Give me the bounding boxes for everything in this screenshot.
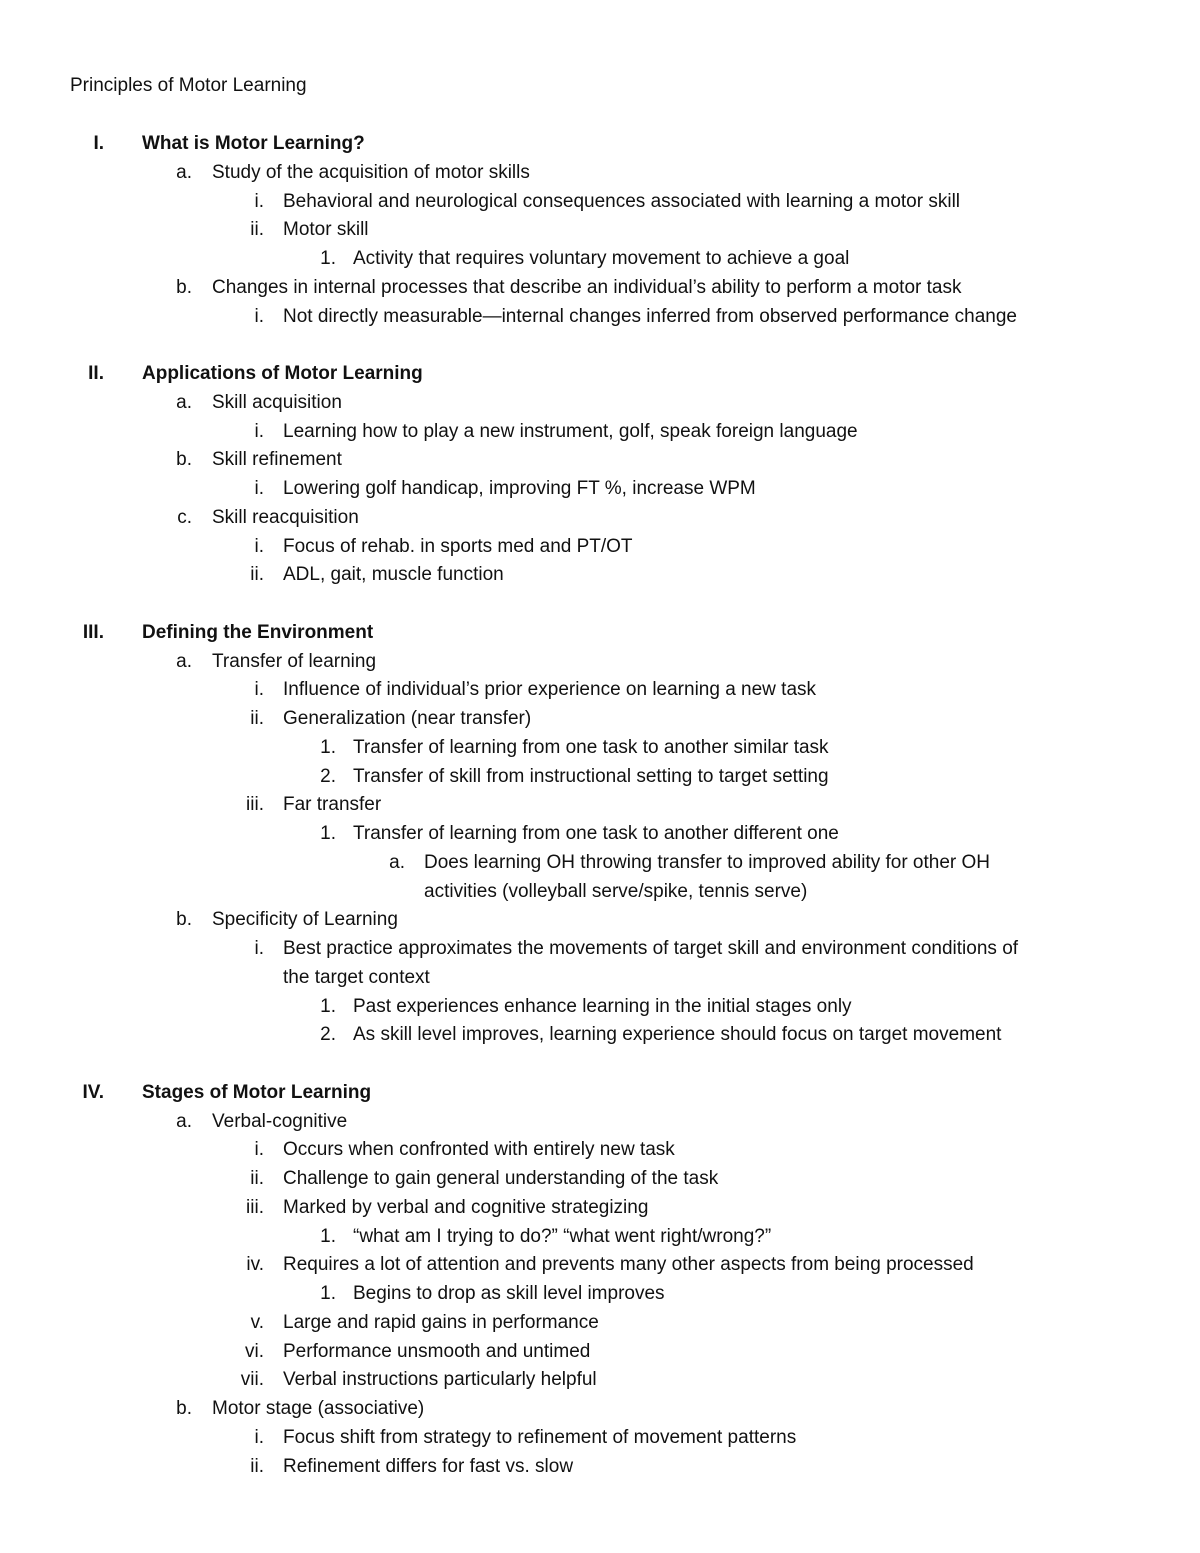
outline-text: Verbal instructions particularly helpful xyxy=(283,1369,597,1391)
outline-marker: 1. xyxy=(320,1225,336,1247)
outline-marker: vii. xyxy=(240,1369,264,1391)
outline-marker: b. xyxy=(176,449,192,471)
outline-marker: IV. xyxy=(82,1081,104,1103)
outline-text: Generalization (near transfer) xyxy=(283,708,532,729)
outline-marker: i. xyxy=(254,1139,264,1161)
section-heading: Defining the Environment xyxy=(142,621,374,643)
outline-marker: ii. xyxy=(250,1168,264,1189)
outline-marker: i. xyxy=(254,1426,264,1448)
outline-text: Focus of rehab. in sports med and PT/OT xyxy=(283,535,633,557)
outline-text: As skill level improves, learning experience should focus on target movement xyxy=(353,1024,1002,1046)
outline-text: Transfer of learning from one task to another similar task xyxy=(353,736,829,758)
outline-marker: iv. xyxy=(246,1254,264,1276)
outline-marker: c. xyxy=(177,506,192,528)
outline-marker: ii. xyxy=(250,219,264,241)
outline-text: Specificity of Learning xyxy=(212,909,398,931)
outline-text: Focus shift from strategy to refinement of movement patterns xyxy=(283,1426,797,1448)
outline-marker: b. xyxy=(176,909,192,931)
outline-marker: i. xyxy=(254,679,264,701)
outline-text: Behavioral and neurological consequences associated with learning a motor skill xyxy=(283,190,961,212)
outline-marker: iii. xyxy=(246,1196,264,1218)
outline-text: Skill refinement xyxy=(212,449,342,471)
outline-text: activities (volleyball serve/spike, tennis serve) xyxy=(424,880,808,902)
outline-text: the target context xyxy=(283,966,430,988)
outline-marker: iii. xyxy=(246,794,264,816)
page-title: Principles of Motor Learning xyxy=(70,75,307,96)
section-heading: What is Motor Learning? xyxy=(142,133,365,154)
outline-marker: b. xyxy=(176,1398,192,1419)
outline-text: Transfer of skill from instructional setting to target setting xyxy=(353,765,829,787)
outline-marker: 2. xyxy=(320,1024,336,1046)
outline-marker: a. xyxy=(176,1110,192,1132)
outline-text: Transfer of learning from one task to another different one xyxy=(353,823,839,844)
outline-marker: vi. xyxy=(245,1340,264,1362)
outline-text: Changes in internal processes that describe an individual’s ability to perform a motor task xyxy=(212,276,962,298)
outline-marker: ii. xyxy=(250,708,264,729)
outline-text: Study of the acquisition of motor skills xyxy=(212,161,530,183)
outline-marker: i. xyxy=(254,420,264,442)
outline-marker: ii. xyxy=(250,1455,264,1477)
outline-marker: 2. xyxy=(320,765,336,787)
outline-text: Challenge to gain general understanding of the task xyxy=(283,1168,719,1189)
outline-text: Skill acquisition xyxy=(212,391,342,413)
outline-text: Large and rapid gains in performance xyxy=(283,1311,599,1333)
outline-text: Marked by verbal and cognitive strategizing xyxy=(283,1196,649,1218)
outline-text: Not directly measurable—internal changes inferred from observed performance change xyxy=(283,305,1017,327)
outline-text: Lowering golf handicap, improving FT %, increase WPM xyxy=(283,478,756,499)
outline-marker: i. xyxy=(254,535,264,557)
section-heading: Stages of Motor Learning xyxy=(142,1081,372,1103)
outline-marker: b. xyxy=(176,276,192,298)
outline-text: Skill reacquisition xyxy=(212,506,359,528)
outline-marker: a. xyxy=(389,851,405,873)
outline-text: Motor skill xyxy=(283,219,369,241)
outline-text: Activity that requires voluntary movement to achieve a goal xyxy=(353,248,850,269)
outline-marker: 1. xyxy=(320,248,336,269)
outline-marker: 1. xyxy=(320,1283,336,1304)
outline-marker: III. xyxy=(82,621,104,643)
outline-text: Best practice approximates the movements of target skill and environment conditions of xyxy=(283,938,1019,959)
outline-text: Refinement differs for fast vs. slow xyxy=(283,1455,574,1477)
outline-marker: i. xyxy=(254,478,264,499)
outline-marker: i. xyxy=(254,938,264,959)
outline-text: “what am I trying to do?” “what went right/wrong?” xyxy=(353,1225,772,1247)
outline-marker: i. xyxy=(254,305,264,327)
outline-text: Motor stage (associative) xyxy=(212,1398,425,1419)
outline-marker: 1. xyxy=(320,823,336,844)
outline-marker: ii. xyxy=(250,564,264,586)
outline-marker: v. xyxy=(250,1311,264,1333)
outline-text: Does learning OH throwing transfer to improved ability for other OH xyxy=(424,851,991,873)
outline-marker: 1. xyxy=(320,995,336,1017)
outline-text: Past experiences enhance learning in the initial stages only xyxy=(353,995,852,1017)
outline-marker: a. xyxy=(176,161,192,183)
outline-text: Requires a lot of attention and prevents many other aspects from being processed xyxy=(283,1254,974,1276)
outline-marker: 1. xyxy=(320,736,336,758)
outline-text: ADL, gait, muscle function xyxy=(283,564,504,586)
section-heading: Applications of Motor Learning xyxy=(142,363,423,384)
outline-marker: a. xyxy=(176,650,192,672)
outline-marker: I. xyxy=(93,133,104,154)
outline-text: Transfer of learning xyxy=(212,650,377,672)
outline-text: Verbal-cognitive xyxy=(212,1110,348,1132)
outline-text: Far transfer xyxy=(283,794,382,816)
outline-text: Begins to drop as skill level improves xyxy=(353,1283,665,1304)
outline-marker: i. xyxy=(254,190,264,212)
outline-text: Learning how to play a new instrument, golf, speak foreign language xyxy=(283,420,858,442)
outline-text: Occurs when confronted with entirely new task xyxy=(283,1139,675,1161)
outline-text: Influence of individual’s prior experience on learning a new task xyxy=(283,679,817,701)
outline-text: Performance unsmooth and untimed xyxy=(283,1340,591,1362)
outline-marker: a. xyxy=(176,391,192,413)
outline-marker: II. xyxy=(88,363,104,384)
